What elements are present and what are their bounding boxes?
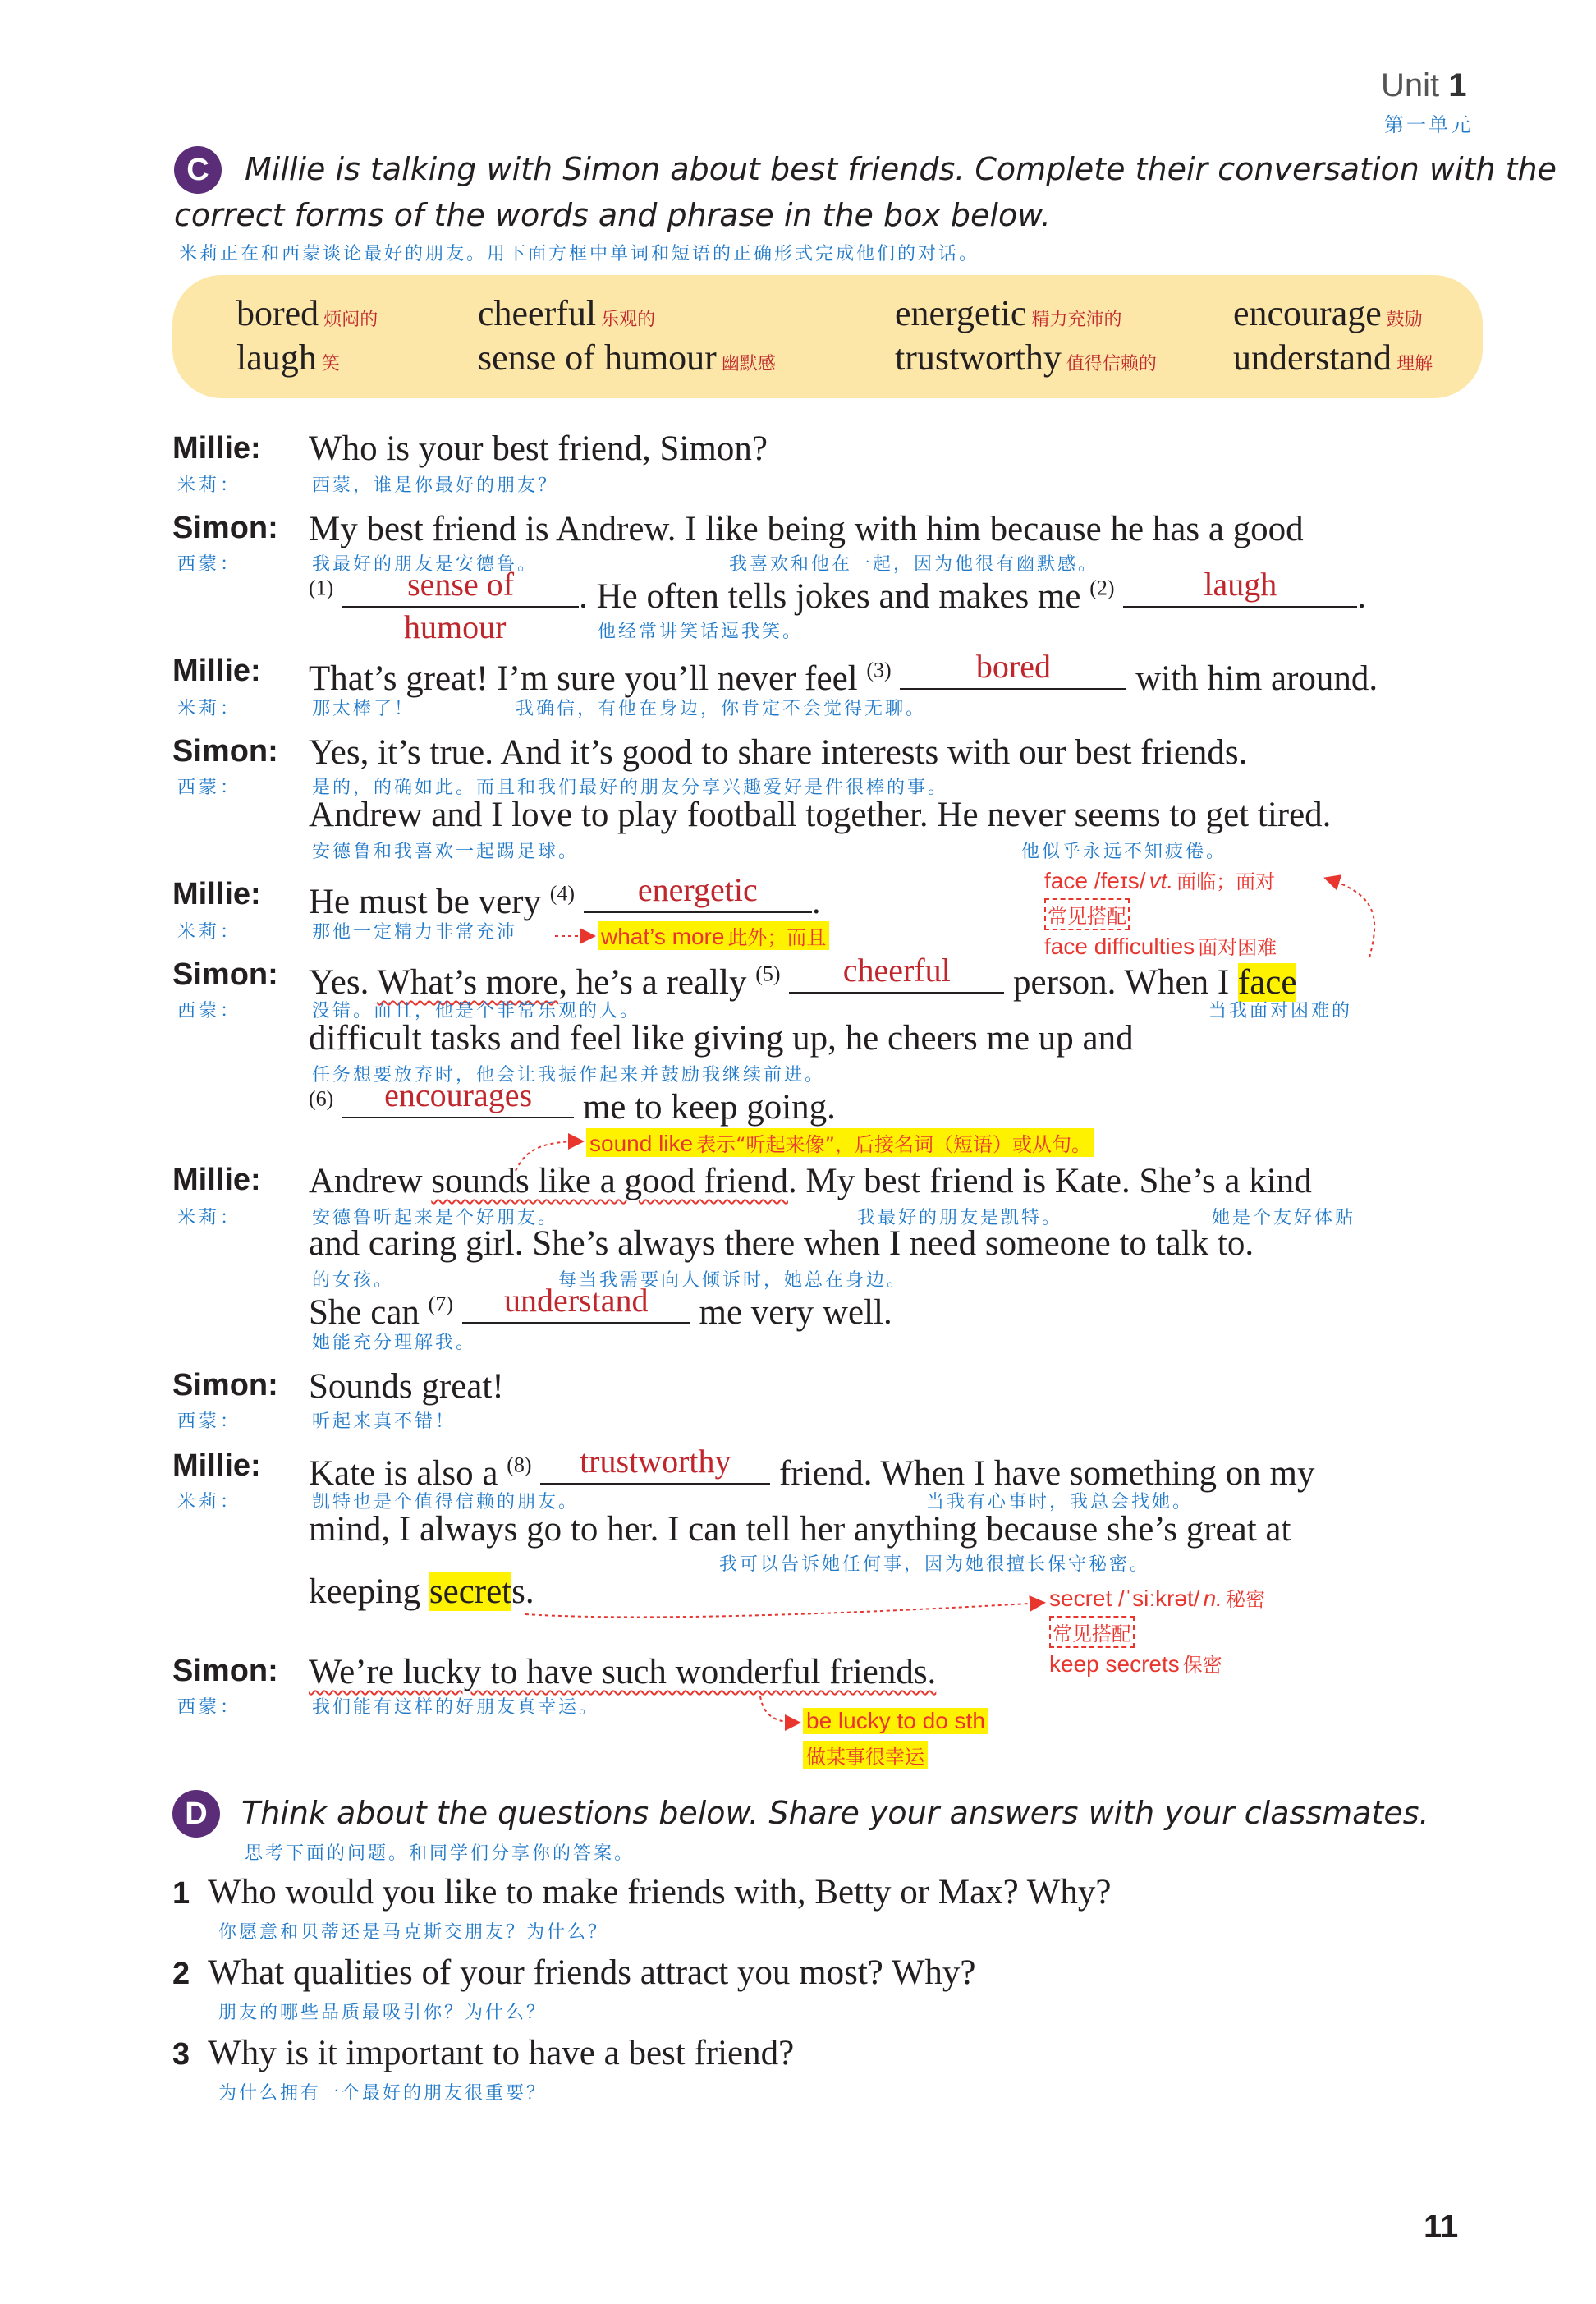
speaker-millie-cn: 米莉： — [177, 922, 242, 943]
unit-header-cn: 第一单元 — [1384, 113, 1473, 136]
speaker-simon: Simon: — [172, 1654, 278, 1688]
answer-8: trustworthy — [580, 1443, 732, 1480]
dialogue-line: She can $^{(7)}$ understand me very well. — [309, 1282, 892, 1332]
speaker-millie-cn: 米莉： — [177, 1208, 242, 1228]
dialogue-line-cn: 听起来真不错！ — [312, 1411, 456, 1432]
note-keep-secrets: keep secrets 保密 — [1049, 1651, 1222, 1677]
dialogue-line-cn: 西蒙，谁是你最好的朋友？ — [312, 475, 559, 496]
highlight-face: face — [1237, 963, 1297, 1002]
dialogue-line-cn: 的女孩。 — [312, 1270, 395, 1291]
section-c-instruction-2: correct forms of the words and phrase in the box below. — [174, 197, 1051, 233]
arrow-sound-like — [516, 1141, 581, 1171]
note-be-lucky: be lucky to do sth — [803, 1708, 988, 1734]
dialogue-line-cn: 当我面对困难的 — [1208, 1001, 1353, 1021]
dialogue-line-cn: 她是个友好体贴 — [1212, 1208, 1356, 1228]
note-face: face /feɪs/ vt. 面临；面对 — [1044, 868, 1276, 893]
word-box-item: cheerful 乐观的 — [478, 293, 656, 333]
word-box-item: laugh 笑 — [236, 337, 340, 378]
note-collocation-label: 常见搭配 — [1049, 1616, 1135, 1648]
dialogue-line: Who is your best friend, Simon? — [309, 429, 768, 468]
question-cn: 为什么拥有一个最好的朋友很重要？ — [218, 2083, 548, 2104]
dialogue-line: Andrew and I love to play football together. He never seems to get tired. — [309, 796, 1332, 834]
answer-6: encourages — [384, 1076, 533, 1113]
dialogue-line: He must be very $^{(4)}$ energetic . — [309, 871, 821, 921]
speaker-millie-cn: 米莉： — [177, 699, 242, 719]
dialogue-line: and caring girl. She’s always there when I need someone to talk to. — [309, 1224, 1254, 1263]
dialogue-line: Sounds great! — [309, 1367, 504, 1406]
speaker-millie: Millie: — [172, 1448, 261, 1483]
note-be-lucky-cn: 做某事很幸运 — [803, 1741, 928, 1769]
answer-1-cont: humour — [404, 608, 507, 645]
speaker-millie-cn: 米莉： — [177, 475, 242, 496]
dialogue-line: Andrew sounds like a good friend. My best friend is Kate. She’s a kind — [309, 1162, 1312, 1200]
section-d-instruction: Think about the questions below. Share your answers with your classmates. — [241, 1795, 1429, 1831]
dialogue-line-cn: 安德鲁听起来是个好朋友。 — [312, 1208, 559, 1228]
note-sound-like: sound like 表示“听起来像”，后接名词（短语）或从句。 — [586, 1128, 1094, 1157]
speaker-simon: Simon: — [172, 734, 278, 769]
dialogue-line: mind, I always go to her. I can tell her anything because she’s great at — [309, 1510, 1291, 1549]
question-item: 3 Why is it important to have a best friend? — [172, 2034, 795, 2072]
arrow-be-lucky — [760, 1696, 798, 1723]
dialogue-line: $^{(1)}$ sense of . He often tells jokes and makes me $^{(2)}$ laugh . — [309, 566, 1367, 616]
dialogue-line-cn: 我们能有这样的好朋友真幸运。 — [312, 1697, 600, 1718]
section-d-instruction-cn: 思考下面的问题。和同学们分享你的答案。 — [245, 1843, 635, 1864]
note-whats-more: what’s more 此外；而且 — [598, 921, 829, 950]
speaker-simon-cn: 西蒙： — [177, 1411, 242, 1432]
speaker-simon: Simon: — [172, 957, 278, 992]
answer-4: energetic — [637, 871, 758, 908]
question-item: 1 Who would you like to make friends with, Betty or Max? Why? — [172, 1873, 1112, 1912]
dialogue-line-cn: 安德鲁和我喜欢一起踢足球。 — [312, 842, 580, 862]
section-c-instruction-1: Millie is talking with Simon about best friends. Complete their conversation with the — [245, 151, 1557, 187]
note-face-difficulties: face difficulties 面对困难 — [1044, 934, 1277, 959]
dialogue-line: keeping secrets. — [309, 1572, 534, 1611]
dialogue-line: Yes, it’s true. And it’s good to share interests with our best friends. — [309, 733, 1248, 772]
answer-1: sense of — [407, 566, 515, 603]
dialogue-line-cn: 他经常讲笑话逗我笑。 — [598, 622, 804, 642]
unit-number: 1 — [1448, 67, 1467, 103]
speaker-millie-cn: 米莉： — [177, 1492, 242, 1512]
arrow-secret — [525, 1603, 1043, 1617]
dialogue-line-cn: 他似乎永远不知疲倦。 — [1021, 842, 1227, 862]
dialogue-line-cn: 凯特也是个值得信赖的朋友。 — [312, 1492, 580, 1512]
section-c-badge: C — [174, 146, 222, 194]
arrow-face — [1327, 879, 1374, 957]
dialogue-line-cn: 我最好的朋友是凯特。 — [857, 1208, 1063, 1228]
phrase-sounds-like: sounds like a good friend — [431, 1162, 788, 1200]
speaker-millie: Millie: — [172, 654, 261, 688]
speaker-millie: Millie: — [172, 877, 261, 911]
dialogue-line-cn: 我喜欢和他在一起，因为他很有幽默感。 — [729, 554, 1099, 575]
dialogue-line-cn: 我确信，有他在身边，你肯定不会觉得无聊。 — [516, 699, 927, 719]
word-box-item: energetic 精力充沛的 — [895, 293, 1122, 333]
dialogue-line: difficult tasks and feel like giving up, he cheers me up and — [309, 1019, 1134, 1058]
dialogue-line-cn: 没错。而且，他是个非常乐观的人。 — [312, 1001, 641, 1021]
word-box-item: bored 烦闷的 — [236, 293, 378, 333]
dialogue-line: Kate is also a $^{(8)}$ trustworthy friend. When I have something on my — [309, 1443, 1315, 1493]
word-box-item: encourage 鼓励 — [1233, 293, 1423, 333]
speaker-simon-cn: 西蒙： — [177, 554, 242, 575]
speaker-millie: Millie: — [172, 431, 261, 466]
note-collocation-label: 常见搭配 — [1044, 898, 1130, 930]
dialogue-line-cn: 她能充分理解我。 — [312, 1333, 477, 1353]
page-number: 11 — [1424, 2209, 1459, 2245]
dialogue-line: My best friend is Andrew. I like being with him because he has a good — [309, 510, 1304, 548]
speaker-simon: Simon: — [172, 1368, 278, 1402]
dialogue-line-cn: 我最好的朋友是安德鲁。 — [312, 554, 539, 575]
dialogue-line: $^{(6)}$ encourages me to keep going. — [309, 1076, 836, 1127]
word-box-item: understand 理解 — [1233, 337, 1433, 378]
unit-label: Unit — [1381, 67, 1440, 103]
section-c-instruction-cn: 米莉正在和西蒙谈论最好的朋友。用下面方框中单词和短语的正确形式完成他们的对话。 — [179, 244, 980, 264]
dialogue-line-cn: 每当我需要向人倾诉时，她总在身边。 — [558, 1270, 908, 1291]
speaker-simon-cn: 西蒙： — [177, 1001, 242, 1021]
word-box-item: sense of humour 幽默感 — [478, 337, 776, 378]
answer-3: bored — [975, 648, 1051, 685]
speaker-simon-cn: 西蒙： — [177, 778, 242, 798]
section-d-badge: D — [172, 1790, 220, 1838]
dialogue-line-cn: 我可以告诉她任何事，因为她很擅长保守秘密。 — [719, 1554, 1151, 1575]
dialogue-line: Yes. What’s more, he’s a really $^{(5)}$ cheerful person. When I face — [309, 952, 1297, 1002]
question-cn: 你愿意和贝蒂还是马克斯交朋友？为什么？ — [218, 1922, 609, 1943]
speaker-simon: Simon: — [172, 511, 278, 545]
answer-2: laugh — [1204, 566, 1277, 603]
speaker-millie: Millie: — [172, 1163, 261, 1197]
phrase-be-lucky: We’re lucky to have such wonderful friends. — [309, 1653, 937, 1691]
dialogue-line: That’s great! I’m sure you’ll never feel $^{(3)}$ bored with him around. — [309, 648, 1378, 698]
dialogue-line-cn: 任务想要放弃时，他会让我振作起来并鼓励我继续前进。 — [312, 1065, 826, 1085]
speaker-simon-cn: 西蒙： — [177, 1697, 242, 1718]
note-secret: secret /ˈsiːkrət/ n. 秘密 — [1049, 1586, 1265, 1611]
dialogue-line-cn: 那他一定精力非常充沛 — [312, 922, 518, 943]
question-item: 2 What qualities of your friends attract you most? Why? — [172, 1953, 976, 1992]
dialogue-line-cn: 那太棒了！ — [312, 699, 415, 719]
highlight-secret: secret — [429, 1572, 512, 1611]
answer-7: understand — [503, 1282, 649, 1319]
answer-5: cheerful — [842, 952, 951, 989]
word-box-item: trustworthy 值得信赖的 — [895, 337, 1157, 378]
question-cn: 朋友的哪些品质最吸引你？为什么？ — [218, 2003, 548, 2023]
phrase-whats-more: What’s more — [377, 963, 559, 1002]
dialogue-line-cn: 是的，的确如此。而且和我们最好的朋友分享兴趣爱好是件很棒的事。 — [312, 778, 949, 798]
dialogue-line-cn: 当我有心事时，我总会找她。 — [926, 1492, 1194, 1512]
